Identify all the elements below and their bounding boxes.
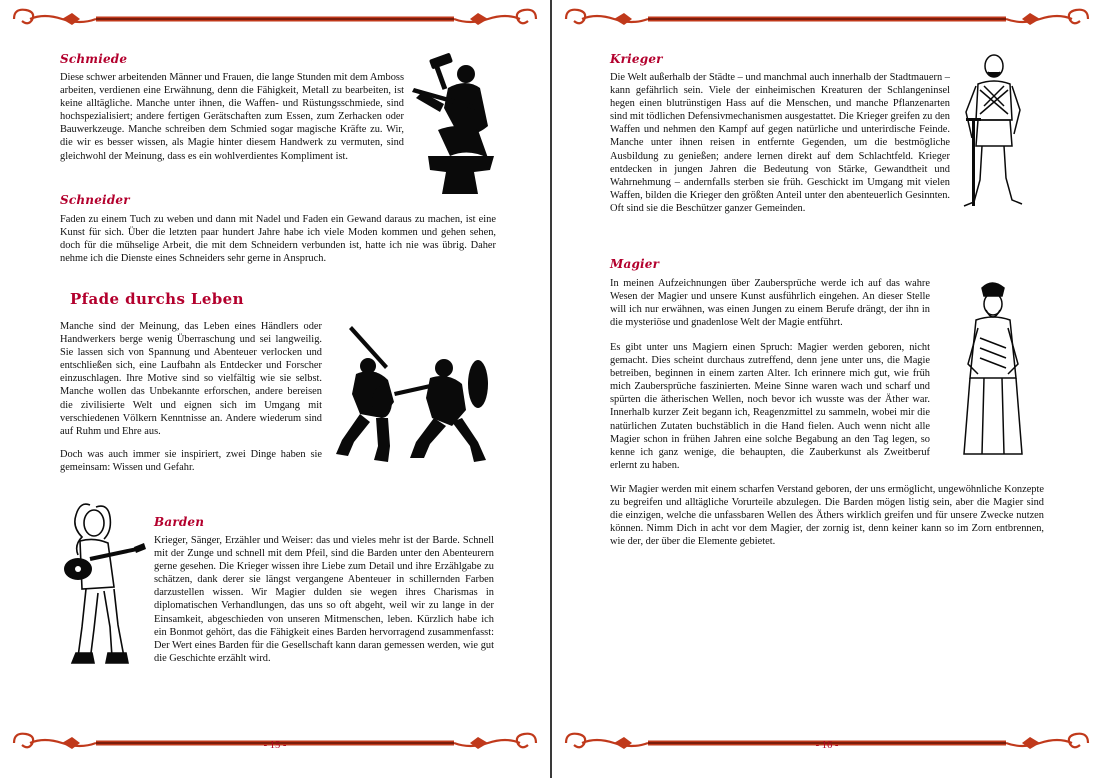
section-title-schneider: Schneider	[60, 193, 130, 207]
left-page	[0, 0, 550, 778]
section-title-krieger: Krieger	[610, 52, 663, 66]
section-text-krieger: Die Welt außerhalb der Städte – und manchmal auch innerhalb der Stadtmauern – kann gefährlich sein. Viele der einheimischen Kreaturen der Schlangeninsel hegen einen blutrünstigen Hass auf die Menschen, und manche Pflanzenarten sind mit tödlichen Defensivmechanismen ausgestattet. Die Krieger greifen zu den Waffen und nehmen den Kampf auf gegen natürliche und unterirdische Feinde. Manche unter ihnen reisen in entfernte Gegenden, um die bestmögliche Ausbildung zu genießen; andere lernen direkt auf dem Schlachtfeld. Krieger entdecken in jungen Jahren die Bedeutung von Stärke, Gewandtheit und Wahrnehmung – andernfalls sterben sie früh. Geschickt im Umgang mit vielen Waffen, bilden die Krieger den größten Anteil unter den abenteuerlich Gesinnten. Oft sind sie die Beschützer ganzer Gemeinden.	[610, 72, 950, 214]
section-text-schneider: Faden zu einem Tuch zu weben und dann mit Nadel und Faden ein Gewand daraus zu machen, ist eine Kunst für sich. Über die letzten paar hundert Jahre habe ich viele Moden kommen und gehen sehen, doch für die mühselige Arbeit, die mit dem Schneidern verbunden ist, hatte ich nie was übrig. Daher nehme ich die Dienste eines Schneiders sehr gerne in Anspruch.	[60, 214, 496, 265]
blacksmith-icon	[408, 48, 504, 203]
page-number-left: - 15 -	[263, 740, 287, 751]
section-text-magier-3: Wir Magier werden mit einem scharfen Verstand geboren, der uns ermöglicht, ungewöhnliche Konzepte zu begreifen und alltägliche Vorurteile abzulegen. Die Barden mögen listig sein, aber die Magier sind die einzigen, welche die unfassbaren Wellen des Äthers wirklich greifen und für unsere Zwecke nutzen können. Nimm Dich in acht vor dem Magier, der zornig ist, denn keiner kann so im Zorn entbrennen, wie der, der über die Elemente gebietet.	[610, 484, 1044, 548]
bard-icon	[52, 497, 148, 672]
section-text-schmiede: Diese schwer arbeitenden Männer und Frauen, die lange Stunden mit dem Amboss arbeiten, verdienen eine Erwähnung, denn die Fähigkeit, Metall zu bearbeiten, ist keine alltägliche. Manche unter ihnen, die Waffen- und Rüstungsschmiede, sind hochspezialisiert; andere fertigen Gerätschaften zum Essen, zum Zerhacken oder Bauwerkzeuge. Manche schreiben dem Schmied sogar magische Kräfte zu. Wir, die wir es besser wissen, als Magie hinter diesem Handwerk zu vermuten, sind gleichwohl der Meinung, dass es ein wohlverdientes Kompliment ist.	[60, 72, 404, 162]
page-number-right: - 16 -	[815, 740, 839, 751]
section-text-pfade-2: Doch was auch immer sie inspiriert, zwei Dinge haben sie gemeinsam: Wissen und Gefahr.	[60, 449, 322, 474]
sword-duel-icon	[330, 322, 494, 471]
section-text-magier-1: In meinen Aufzeichnungen über Zaubersprüche werde ich auf das wahre Wesen der Magier und unsere Kunst ausführlich eingehen. An dieser Stelle will ich nur erwähnen, was einen Jungen zu einem Berufe drängt, der ihn in die mysteriöse und gnadenlose Welt der Magie entführt.	[610, 278, 930, 329]
section-title-schmiede: Schmiede	[60, 52, 128, 66]
section-text-pfade-1: Manche sind der Meinung, das Leben eines Händlers oder Handwerkers berge wenig Überraschung und sei langweilig. Sie lassen sich von Spannung und Abenteuer verlocken und entschließen sich, eine Laufbahn als Entdecker und Forscher einzuschlagen. Ihre Motive sind so vielfältig wie sie selbst. Manche wollen das Unbekannte erforschen, andere bereisen die zivilisierte Welt und eignen sich im Umgang mit verschiedenen Völkern Kenntnisse an. Andere wiederum sind auf Ruhm und Ehre aus.	[60, 321, 322, 437]
scroll-ornament-top	[552, 4, 1102, 34]
mage-icon	[956, 278, 1028, 465]
scroll-ornament-top	[0, 4, 550, 34]
right-page	[552, 0, 1102, 778]
section-text-barden: Krieger, Sänger, Erzähler und Weiser: das und vieles mehr ist der Barde. Schnell mit der Zunge und schnell mit dem Pfeil, sind die Barden unter den Abenteurern gerne gesehen. Die Krieger wissen ihre Liebe zum Detail und ihre Erzählgabe zu schätzen, dank derer sie längst vergangene Abenteuer in schillernden Farben darzustellen wissen. Wir Magier dulden sie wegen ihres Charismas in diplomatischen Verhandlungen, das uns so oft abgeht, weil wir zu lange in der Einsamkeit, abgeschieden von unseren Mitmenschen, leben. Kürzlich habe ich ein Bonmot gehört, das die Fähigkeit eines Barden hervorragend zusammenfasst: Der Wert eines Barden für die Gesellschaft kann daran gemessen werden, wie gut die Geschichte erzählt wird.	[154, 535, 494, 664]
warrior-icon	[954, 50, 1030, 219]
section-text-magier-2: Es gibt unter uns Magiern einen Spruch: Magier werden geboren, nicht gemacht. Dies scheint durchaus zutreffend, denn jene unter uns, die Magie betreiben, beginnen in einem zarten Alter. Ich erinnere mich gut, wie früh mich Zaubersprüche faszinierten. Meine Sinne waren wach und scharf und spürten die ätherischen Wellen, noch bevor ich wusste was der Äther war. Innerhalb kurzer Zeit begann ich, Reagenzmittel zu sammeln, wobei mir die natürlichen Zutaten buchstäblich in die Hand fielen. Auch wenn nicht alle Magier schon in frühen Jahren eine solche Begabung an den Tag legen, so kenne ich ganz wenige, die behaupten, die Zauberkunst als Zweitberuf erlernt zu haben.	[610, 342, 930, 471]
section-title-barden: Barden	[154, 515, 205, 529]
section-title-pfade: Pfade durchs Leben	[70, 290, 244, 308]
section-title-magier: Magier	[610, 257, 660, 271]
